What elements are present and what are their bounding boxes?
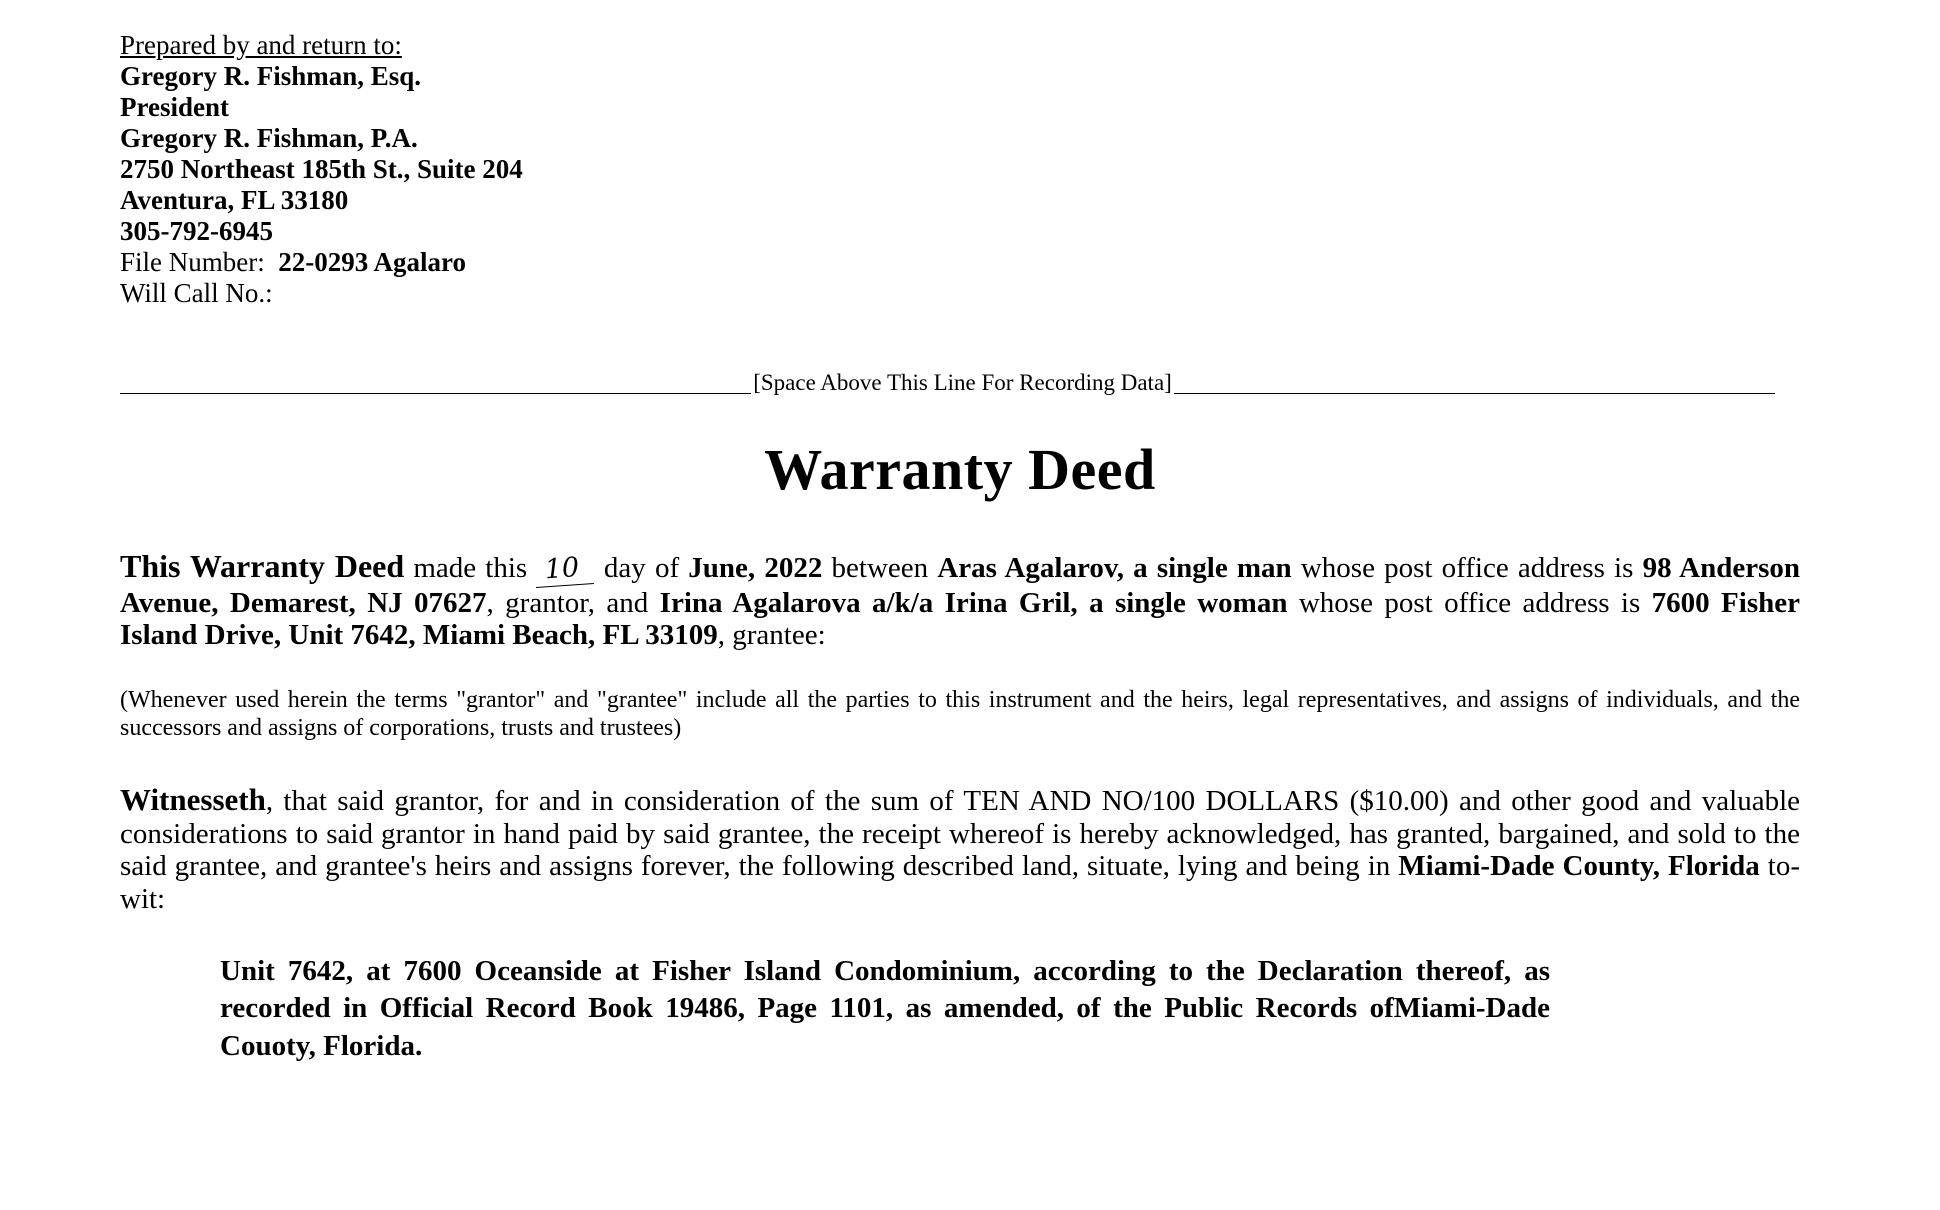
preparer-title: President: [120, 92, 229, 123]
preparer-street: 2750 Northeast 185th St., Suite 204: [120, 154, 523, 185]
grantor-name: Aras Agalarov, a single man: [937, 552, 1292, 585]
divider-rule-left: [120, 375, 751, 394]
recording-data-label: [Space Above This Line For Recording Data]: [753, 370, 1172, 396]
recording-data-divider: [120, 371, 1775, 394]
legal-description: Unit 7642, at 7600 Oceanside at Fisher Island Condominium, according to the Declaration thereof, as recorded in Official Record Book 19486, Page 1101, as amended, of the Public Records ofMiami-Dade Couoty, Florida.: [220, 955, 1550, 1062]
file-number-label: File Number:: [120, 247, 265, 278]
witnesseth-text: , that said grantor, for and in consideration of the sum of TEN AND NO/100 DOLLARS ($10.00) and other good and valuable considerations to said grantor in hand paid by said grantee, the receipt whereof is hereby acknowledged, has granted, bargained, and sold to the said grantee, and grantee's heirs and assigns forever, the following described land, situate, lying and being in: [120, 785, 1800, 883]
deed-date: June, 2022: [688, 552, 823, 585]
grantee-connector: , grantee:: [717, 619, 826, 652]
return-address-block: [120, 30, 1800, 309]
witnesseth-paragraph: [120, 783, 1800, 915]
grantor-address: 98 Anderson Avenue, Demarest, NJ 07627: [120, 552, 1801, 619]
made-this-text: made this: [413, 552, 528, 585]
deed-lead-in: This Warranty Deed: [120, 548, 405, 585]
grantee-address-lead: whose post office address is: [1298, 586, 1641, 619]
divider-rule-right: [1174, 375, 1775, 394]
document-body: [120, 30, 1800, 1065]
grantee-name: Irina Agalarova a/k/a Irina Gril, a single woman: [659, 586, 1288, 619]
grantor-address-lead: whose post office address is: [1300, 552, 1634, 585]
file-number-value: 22-0293 Agalaro: [278, 247, 466, 278]
day-of-text: day of: [603, 552, 680, 585]
to-wit-text: to-wit:: [120, 850, 1801, 915]
preparer-firm: Gregory R. Fishman, P.A.: [120, 123, 418, 154]
county-name: Miami-Dade County, Florida: [1398, 850, 1760, 883]
grantee-address: 7600 Fisher Island Drive, Unit 7642, Miami Beach, FL 33109: [120, 586, 1800, 652]
preparer-name: Gregory R. Fishman, Esq.: [120, 61, 422, 92]
between-text: between: [831, 552, 929, 585]
witnesseth-lead-in: Witnesseth: [120, 782, 266, 818]
handwritten-day-value: 10: [534, 552, 594, 588]
preparer-city-state-zip: Aventura, FL 33180: [120, 185, 349, 216]
will-call-label: Will Call No.:: [120, 278, 273, 309]
deed-intro-paragraph: [120, 549, 1800, 651]
page-title: Warranty Deed: [764, 437, 1156, 503]
grantor-connector: , grantor, and: [486, 586, 649, 619]
preparer-phone: 305-792-6945: [120, 216, 273, 247]
prepared-by-label: Prepared by and return to:: [120, 30, 402, 60]
file-number-line: [120, 247, 1800, 278]
definitions-parenthetical: (Whenever used herein the terms "grantor" and "grantee" include all the parties to this instrument and the heirs, legal representatives, and assigns of individuals, and the successors and assigns of corporations, trusts and trustees): [120, 686, 1800, 742]
